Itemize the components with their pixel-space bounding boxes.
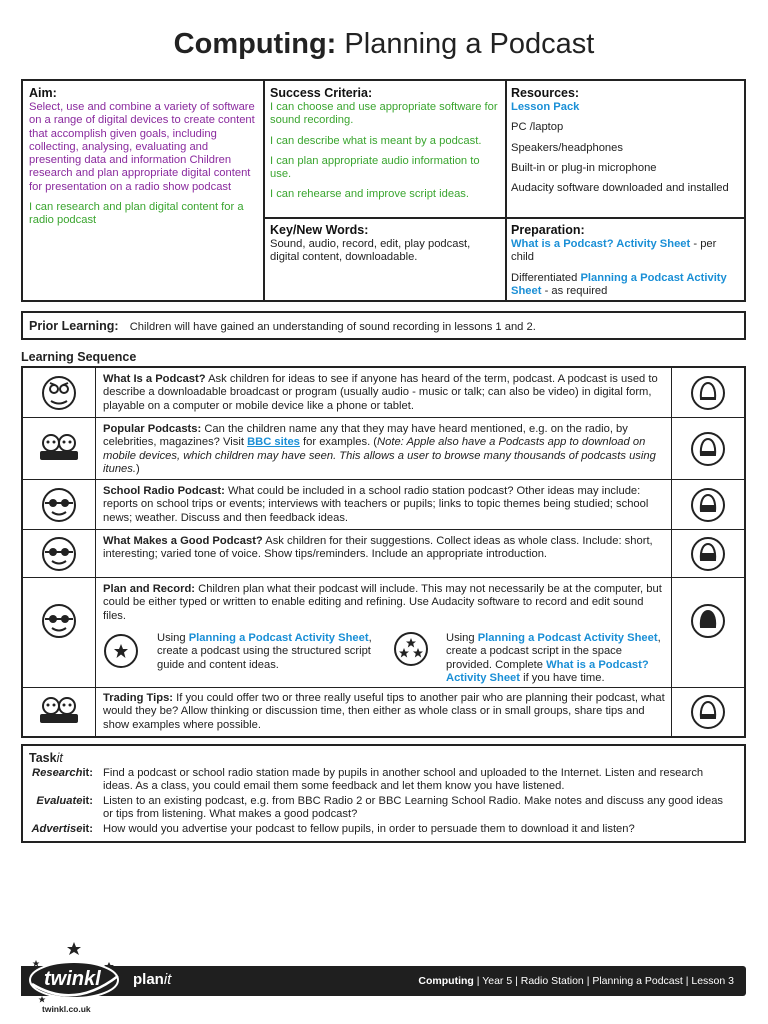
prior-learning xyxy=(21,311,746,340)
sequence-step-text: Children plan what their podcast will include. This may not necessarily be at the computer, but could be either typed or written to enable editing and refining. Use Audacity software to record and edit sound files. xyxy=(103,583,662,622)
task-label: Advertise xyxy=(31,823,83,835)
success-criteria-heading: Success Criteria: xyxy=(270,86,373,100)
task-label-suffix: it: xyxy=(82,823,93,835)
bbc-sites-link[interactable]: BBC sites xyxy=(247,436,300,449)
success-criterion: I can plan appropriate audio information to use. xyxy=(270,154,480,181)
main-class-badge-icon xyxy=(23,688,96,736)
sequence-step-title: Plan and Record: xyxy=(103,583,196,595)
learning-sequence-table xyxy=(21,366,746,738)
progress-cone-icon xyxy=(671,688,744,736)
prior-learning-text: Children will have gained an understanding of sound recording in lessons 1 and 2. xyxy=(129,321,536,333)
lesson-pack-link[interactable]: Lesson Pack xyxy=(511,101,580,113)
success-criterion: I can describe what is meant by a podcast. xyxy=(270,134,482,147)
sequence-text xyxy=(103,423,669,477)
task-text: How would you advertise your podcast to fellow pupils, in order to persuade them to download it and listen? xyxy=(103,823,635,835)
diff-three-text xyxy=(446,632,668,686)
success-criterion: I can choose and use appropriate software for sound recording. xyxy=(270,101,498,127)
task-label-suffix: it: xyxy=(82,767,93,779)
key-words-text: Sound, audio, record, edit, play podcast, digital content, downloadable. xyxy=(270,238,471,264)
diff-text: , create a podcast using the structured script guide and content ideas. xyxy=(157,632,372,671)
task-heading-bold: Task xyxy=(29,751,57,765)
pair-work-icon xyxy=(23,578,96,687)
sequence-step-text: for examples. ( xyxy=(299,436,378,449)
sequence-row xyxy=(23,530,744,578)
footer-crumbs: | Year 5 | Radio Station | Planning a Podcast | Lesson 3 xyxy=(473,975,734,987)
prep-note: Differentiated xyxy=(511,271,581,284)
planit-bold: plan xyxy=(133,971,164,988)
sequence-row xyxy=(23,368,744,418)
progress-cone-icon xyxy=(671,418,744,479)
aim-text: Select, use and combine a variety of software on a range of digital devices to create content that accomplish given goals, including collecting, analysing, evaluating and presenting data and information Children research and plan appropriate digital content for presentation on a radio show podcast xyxy=(29,101,255,193)
preparation-section xyxy=(511,223,739,298)
aim-section xyxy=(29,86,257,228)
sequence-text xyxy=(103,373,669,413)
task-label-suffix: it: xyxy=(82,795,93,807)
title-topic: Planning a Podcast xyxy=(344,28,595,60)
sequence-step-text: If you could offer two or three really useful tips to another pair who are planning their podcast, what would they be? Allow thinking or discussion time, then either as whole class or in small groups, share tips and show examples where possible. xyxy=(103,692,665,731)
task-text: Find a podcast or school radio station made by pupils in another school and uploaded to the Internet. Listen and research ideas. As a class, you could email them some feedback and let them know you have listened. xyxy=(103,767,704,793)
brand-name: twinkl xyxy=(44,968,101,990)
sequence-step-note: Note: Apple also have a Podcasts app to download on mobile devices, which children may have seen. This allows a user to browse many thousands of podcasts using itunes. xyxy=(103,436,656,476)
planning-sheet-link[interactable]: Planning a Podcast Activity Sheet xyxy=(511,271,727,297)
diff-text: Using xyxy=(157,632,189,644)
sequence-step-title: What Is a Podcast? xyxy=(103,373,206,385)
resource-item: Speakers/headphones xyxy=(511,141,623,154)
preparation-heading: Preparation: xyxy=(511,223,585,237)
sequence-text xyxy=(103,535,669,562)
three-star-icon xyxy=(393,631,429,672)
task-row-evaluate xyxy=(29,795,739,821)
prep-note: - as required xyxy=(541,284,608,297)
one-star-icon xyxy=(103,633,139,674)
planit-logo xyxy=(133,971,171,988)
sequence-row xyxy=(23,688,744,736)
learning-sequence-title: Learning Sequence xyxy=(21,350,137,364)
pair-work-icon xyxy=(23,480,96,529)
task-row-research xyxy=(29,767,739,793)
footer-subject: Computing xyxy=(418,975,474,987)
key-words-heading: Key/New Words: xyxy=(270,223,369,237)
task-it-section xyxy=(21,744,746,843)
prior-learning-label: Prior Learning: xyxy=(29,319,119,333)
key-words-section xyxy=(270,223,498,265)
prep-note: - per child xyxy=(511,238,717,264)
activity-sheet-link[interactable]: What is a Podcast? Activity Sheet xyxy=(446,658,649,685)
planit-italic: it xyxy=(163,971,172,988)
sequence-text xyxy=(103,485,669,525)
aim-i-can: I can research and plan digital content for a radio podcast xyxy=(29,201,244,227)
footer-breadcrumb xyxy=(418,975,734,987)
progress-cone-icon xyxy=(671,480,744,529)
overview-table xyxy=(21,79,746,302)
sequence-step-title: What Makes a Good Podcast? xyxy=(103,535,263,547)
page-title xyxy=(0,28,768,61)
task-row-advertise xyxy=(29,823,739,836)
brand-url[interactable]: twinkl.co.uk xyxy=(42,1004,91,1014)
resource-item: Audacity software downloaded and installed xyxy=(511,182,729,195)
sequence-step-text: What could be included in a school radio station podcast? Other ideas may include: reports on school trips or events; interviews with teachers or pupils; links to topic themes being studied; school news; weather. Discuss and then feedback ideas. xyxy=(103,485,649,524)
task-label: Research xyxy=(32,767,83,779)
sequence-step-text: Ask children for ideas to see if anyone has heard of the term, podcast. A podcast is used to describe a downloadable broadcast or program (usually audio - music or talk; can also be video) in digital form, playable on a computer or mobile device like a phone or tablet. xyxy=(103,373,658,412)
task-text: Listen to an existing podcast, e.g. from BBC Radio 2 or BBC Learning School Radio. Make notes and discuss any good ideas or tips from listening. What makes a good podcast? xyxy=(103,795,724,821)
diff-one-text xyxy=(157,632,377,672)
sequence-step-title: School Radio Podcast: xyxy=(103,485,225,497)
task-label: Evaluate xyxy=(36,795,83,807)
sequence-row xyxy=(23,480,744,530)
sequence-row xyxy=(23,578,744,688)
diff-text: Using xyxy=(446,632,478,644)
sequence-step-text: Can the children name any that they may have heard mentioned, e.g. on the radio, by celebrities, magazines? Visit xyxy=(103,423,628,449)
sequence-text xyxy=(103,583,669,623)
resources-section xyxy=(511,86,739,195)
task-it-heading xyxy=(29,751,63,765)
resource-item: Built-in or plug-in microphone xyxy=(511,161,657,174)
task-heading-it: it xyxy=(56,751,63,765)
twinkl-logo xyxy=(24,940,124,1018)
diff-text: if you have time. xyxy=(520,672,605,685)
sequence-step-title: Popular Podcasts: xyxy=(103,423,202,435)
sequence-text xyxy=(103,692,669,732)
planning-sheet-link[interactable]: Planning a Podcast Activity Sheet xyxy=(188,632,369,644)
progress-cone-icon xyxy=(671,368,744,417)
progress-cone-icon xyxy=(671,530,744,577)
resource-item: PC /laptop xyxy=(511,121,564,134)
sequence-step-text: Ask children for their suggestions. Collect ideas as whole class. Include: short, interesting; varied tone of voice. Show tips/reminders. Include an appropriate introduction. xyxy=(103,535,653,561)
planning-sheet-link[interactable]: Planning a Podcast Activity Sheet xyxy=(477,632,658,644)
pair-work-icon xyxy=(23,530,96,577)
sequence-step-text: ) xyxy=(135,463,140,476)
diff-text: , create a podcast script in the space provided. Complete xyxy=(446,632,661,671)
sequence-step-title: Trading Tips: xyxy=(103,692,174,704)
main-class-badge-icon xyxy=(23,418,96,479)
title-subject: Computing: xyxy=(173,28,337,60)
sequence-row xyxy=(23,418,744,480)
activity-sheet-link[interactable]: What is a Podcast? Activity Sheet xyxy=(511,238,691,250)
progress-cone-icon xyxy=(671,578,744,687)
success-criteria-section xyxy=(270,86,498,202)
aim-heading: Aim: xyxy=(29,86,57,100)
thinking-icon xyxy=(23,368,96,417)
resources-heading: Resources: xyxy=(511,86,580,100)
success-criterion: I can rehearse and improve script ideas. xyxy=(270,188,469,201)
